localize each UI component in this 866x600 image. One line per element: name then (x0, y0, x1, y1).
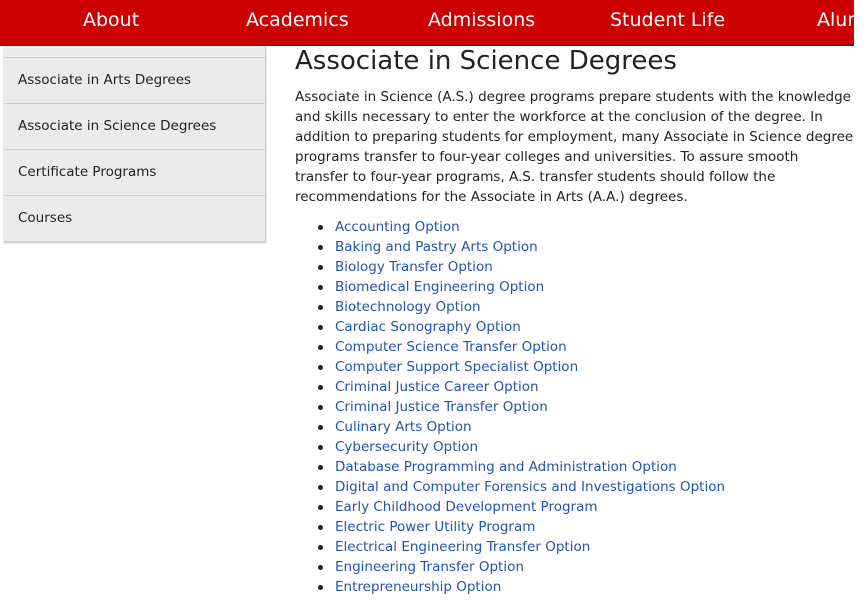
option-link[interactable]: Cybersecurity Option (335, 439, 479, 455)
bullet-icon (318, 265, 323, 270)
sidebar-item-courses[interactable]: Courses (4, 196, 265, 242)
bullet-icon (318, 585, 323, 590)
bullet-icon (318, 365, 323, 370)
option-link[interactable]: Biotechnology Option (335, 299, 481, 315)
list-item (335, 317, 854, 337)
list-item (335, 557, 854, 577)
top-navigation-bar (0, 0, 866, 46)
nav-item-admissions[interactable]: Admissions (428, 9, 536, 31)
list-item (335, 397, 854, 417)
sidebar-item-associate-in-arts[interactable]: Associate in Arts Degrees (4, 58, 265, 104)
bullet-icon (318, 345, 323, 350)
sidebar-item-certificate-programs[interactable]: Certificate Programs (4, 150, 265, 196)
sidebar-item-associate-in-science[interactable]: Associate in Science Degrees (4, 104, 265, 150)
main-content (295, 44, 854, 597)
list-item (335, 517, 854, 537)
option-link[interactable]: Cardiac Sonography Option (335, 319, 521, 335)
option-link[interactable]: Early Childhood Development Program (335, 499, 598, 515)
bullet-icon (318, 245, 323, 250)
option-link[interactable]: Biology Transfer Option (335, 259, 493, 275)
bullet-icon (318, 545, 323, 550)
bullet-icon (318, 385, 323, 390)
bullet-icon (318, 445, 323, 450)
bullet-icon (318, 285, 323, 290)
list-item (335, 537, 854, 557)
sidebar-top-divider (4, 46, 265, 58)
bullet-icon (318, 565, 323, 570)
list-item (335, 257, 854, 277)
list-item (335, 497, 854, 517)
list-item (335, 337, 854, 357)
option-link[interactable]: Digital and Computer Forensics and Investigations Option (335, 479, 726, 495)
option-link[interactable]: Culinary Arts Option (335, 419, 472, 435)
bullet-icon (318, 425, 323, 430)
option-link[interactable]: Electric Power Utility Program (335, 519, 536, 535)
bullet-icon (318, 465, 323, 470)
list-item (335, 577, 854, 597)
page-title: Associate in Science Degrees (295, 46, 677, 76)
option-link[interactable]: Baking and Pastry Arts Option (335, 239, 538, 255)
nav-item-academics[interactable]: Academics (246, 9, 349, 31)
list-item (335, 237, 854, 257)
list-item (335, 477, 854, 497)
intro-paragraph: Associate in Science (A.S.) degree programs prepare students with the knowledge and skills necessary to enter the workforce at the conclusion of the degree. In addition to preparing students for employment, many Associate in Science degree programs transfer to four-year colleges and universities. To assure smooth transfer to four-year programs, A.S. transfer students should follow the recommendations for the Associate in Arts (A.A.) degrees. (295, 89, 854, 205)
list-item (335, 217, 854, 237)
list-item (335, 377, 854, 397)
option-link[interactable]: Entrepreneurship Option (335, 579, 502, 595)
bullet-icon (318, 505, 323, 510)
option-link[interactable]: Computer Support Specialist Option (335, 359, 579, 375)
option-link[interactable]: Accounting Option (335, 219, 460, 235)
list-item (335, 457, 854, 477)
option-link[interactable]: Biomedical Engineering Option (335, 279, 545, 295)
nav-item-alumni[interactable]: Alum (817, 9, 866, 31)
option-link[interactable]: Engineering Transfer Option (335, 559, 524, 575)
bullet-icon (318, 225, 323, 230)
list-item (335, 357, 854, 377)
bullet-icon (318, 325, 323, 330)
option-link[interactable]: Database Programming and Administration Option (335, 459, 677, 475)
nav-item-student-life[interactable]: Student Life (610, 9, 726, 31)
list-item (335, 277, 854, 297)
option-list (295, 217, 854, 597)
option-link[interactable]: Criminal Justice Transfer Option (335, 399, 548, 415)
bullet-icon (318, 525, 323, 530)
option-link[interactable]: Electrical Engineering Transfer Option (335, 539, 591, 555)
option-link[interactable]: Computer Science Transfer Option (335, 339, 567, 355)
list-item (335, 417, 854, 437)
nav-item-about[interactable]: About (83, 9, 140, 31)
bullet-icon (318, 405, 323, 410)
list-item (335, 437, 854, 457)
bullet-icon (318, 305, 323, 310)
sidebar-menu (4, 46, 266, 242)
bullet-icon (318, 485, 323, 490)
option-link[interactable]: Criminal Justice Career Option (335, 379, 539, 395)
list-item (335, 297, 854, 317)
